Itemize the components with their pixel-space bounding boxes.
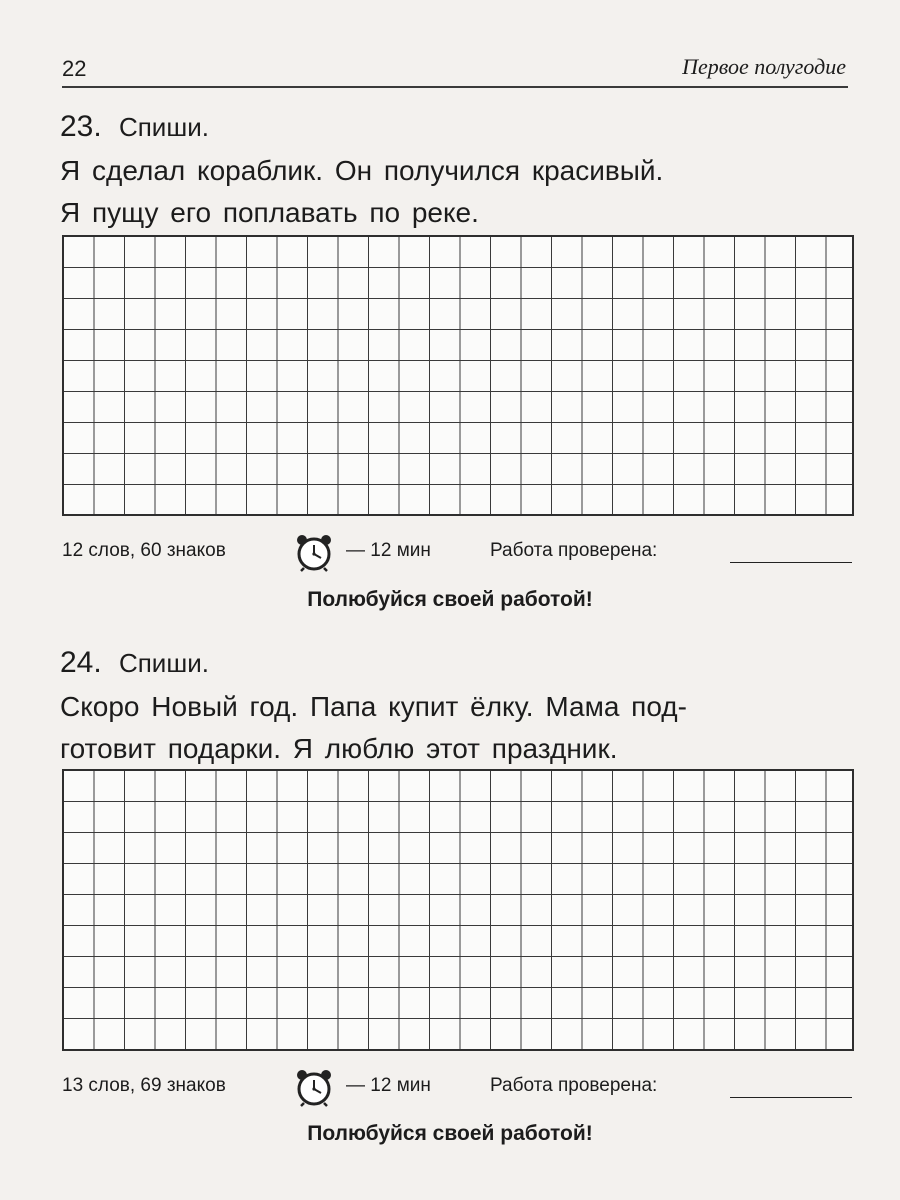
- page-number: 22: [62, 56, 87, 81]
- text-line: готовит подарки. Я люблю этот праздник.: [60, 733, 618, 764]
- time-limit: — 12 мин: [346, 540, 431, 561]
- task-text: [60, 150, 860, 234]
- section-title: Первое полугодие: [682, 54, 846, 79]
- task-number: 24.: [60, 646, 102, 679]
- checked-label: Работа проверена:: [490, 540, 658, 561]
- praise-text: Полюбуйся своей работой!: [307, 588, 593, 611]
- checked-label: Работа проверена:: [490, 1075, 658, 1096]
- task-instruction: Спиши.: [118, 648, 209, 678]
- text-line: Я пущу его поплавать по реке.: [60, 197, 479, 228]
- praise-text: Полюбуйся своей работой!: [307, 1122, 593, 1145]
- alarm-clock-icon: [294, 1067, 334, 1107]
- task-instruction: Спиши.: [118, 112, 209, 142]
- alarm-clock-icon: [294, 532, 334, 572]
- task-23: [60, 108, 860, 234]
- page-header: [62, 52, 848, 88]
- signature-line[interactable]: [730, 562, 852, 563]
- task-stats: [62, 1067, 852, 1107]
- task-text: [60, 686, 860, 770]
- text-line: Скоро Новый год. Папа купит ёлку. Мама под-: [60, 691, 687, 722]
- word-count: 12 слов, 60 знаков: [62, 540, 226, 561]
- task-title: [60, 644, 860, 682]
- task-title: [60, 108, 860, 146]
- task-stats: [62, 532, 852, 572]
- task-number: 23.: [60, 110, 102, 143]
- time-limit: — 12 мин: [346, 1075, 431, 1096]
- writing-grid[interactable]: [62, 235, 854, 516]
- signature-line[interactable]: [730, 1097, 852, 1098]
- text-line: Я сделал кораблик. Он получился красивый.: [60, 155, 664, 186]
- task-24: [60, 644, 860, 770]
- writing-grid[interactable]: [62, 769, 854, 1051]
- word-count: 13 слов, 69 знаков: [62, 1075, 226, 1096]
